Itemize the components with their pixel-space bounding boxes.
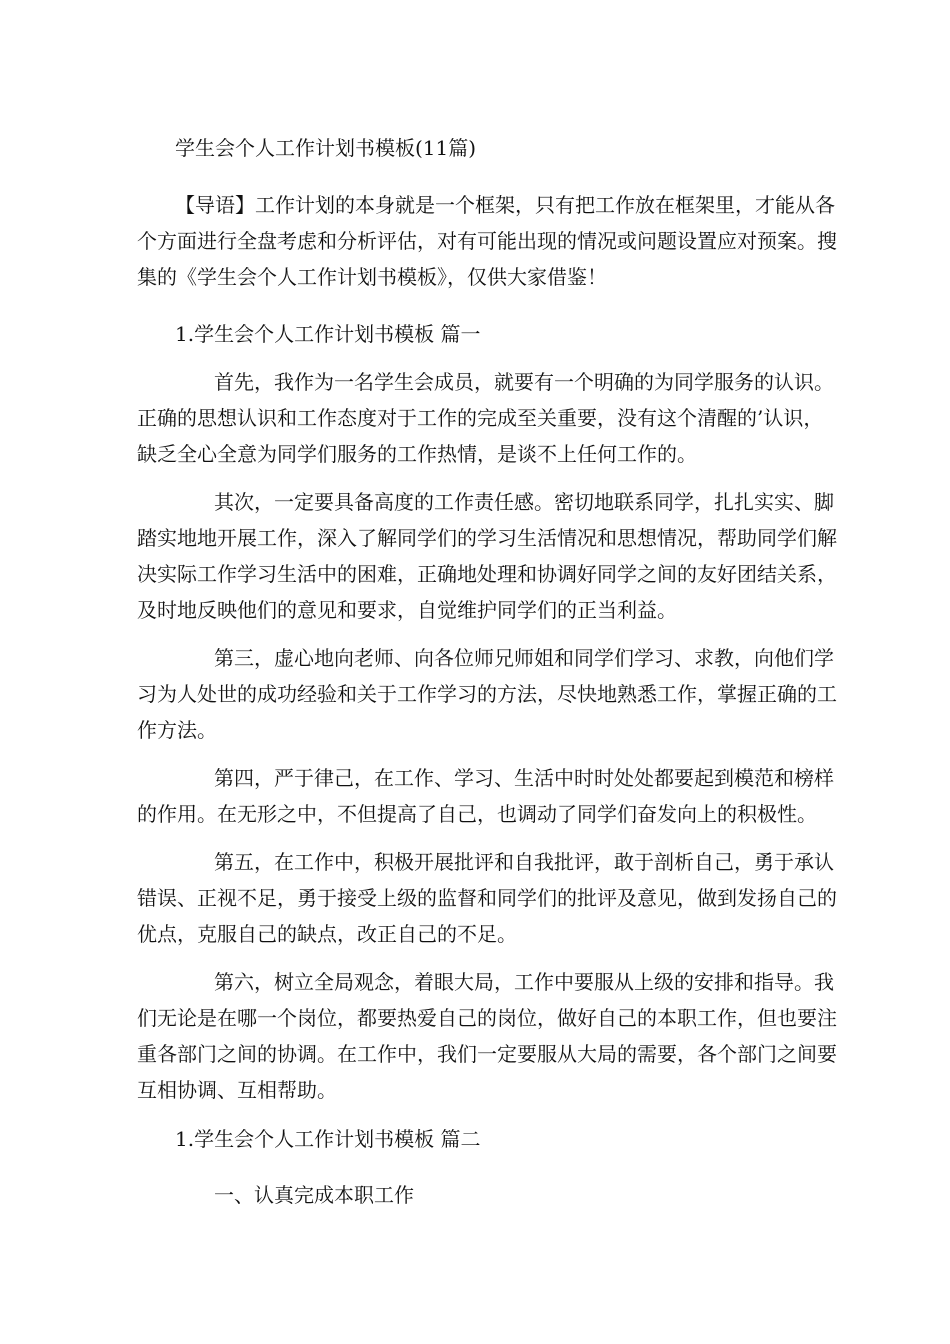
paragraph-line: 正确的思想认识和工作态度对于工作的完成至关重要，没有这个清醒的’认识， (137, 406, 824, 430)
paragraph-line: 错误、正视不足，勇于接受上级的监督和同学们的批评及意见，做到发扬自己的 (137, 886, 837, 910)
paragraph-line: 第三，虚心地向老师、向各位师兄师姐和同学们学习、求教，向他们学 (214, 646, 834, 670)
subheading: 一、认真完成本职工作 (214, 1183, 414, 1207)
paragraph-line: 缺乏全心全意为同学们服务的工作热情，是谈不上任何工作的。 (137, 442, 697, 466)
paragraph-line: 互相协调、互相帮助。 (137, 1078, 337, 1102)
paragraph-line: 习为人处世的成功经验和关于工作学习的方法，尽快地熟悉工作，掌握正确的工 (137, 682, 837, 706)
paragraph-line: 踏实地地开展工作，深入了解同学们的学习生活情况和思想情况，帮助同学们解 (137, 526, 837, 550)
paragraph-line: 决实际工作学习生活中的困难，正确地处理和协调好同学之间的友好团结关系， (137, 562, 837, 586)
paragraph-line: 优点，克服自己的缺点，改正自己的不足。 (137, 922, 517, 946)
paragraph-line: 重各部门之间的协调。在工作中，我们一定要服从大局的需要，各个部门之间要 (137, 1042, 837, 1066)
paragraph-line: 的作用。在无形之中，不但提高了自己，也调动了同学们奋发向上的积极性。 (137, 802, 817, 826)
paragraph-line: 及时地反映他们的意见和要求，自觉维护同学们的正当利益。 (137, 598, 677, 622)
section-heading-2: 1.学生会个人工作计划书模板 篇二 (175, 1127, 481, 1151)
paragraph-line: 第六，树立全局观念，着眼大局，工作中要服从上级的安排和指导。我 (214, 970, 834, 994)
section-heading-1: 1.学生会个人工作计划书模板 篇一 (175, 322, 481, 346)
paragraph-line: 第四，严于律己，在工作、学习、生活中时时处处都要起到模范和榜样 (214, 766, 834, 790)
intro-line: 集的《学生会个人工作计划书模板》，仅供大家借鉴！ (137, 265, 607, 289)
intro-line: 个方面进行全盘考虑和分析评估，对有可能出现的情况或问题设置应对预案。搜 (137, 229, 837, 253)
paragraph-line: 作方法。 (137, 718, 217, 742)
paragraph-line: 们无论是在哪一个岗位，都要热爱自己的岗位，做好自己的本职工作，但也要注 (137, 1006, 837, 1030)
paragraph-line: 首先，我作为一名学生会成员，就要有一个明确的为同学服务的认识。 (214, 370, 834, 394)
document-title: 学生会个人工作计划书模板(11篇) (175, 136, 477, 160)
paragraph-line: 其次，一定要具备高度的工作责任感。密切地联系同学，扎扎实实、脚 (214, 490, 834, 514)
intro-line: 【导语】工作计划的本身就是一个框架，只有把工作放在框架里，才能从各 (175, 193, 835, 217)
paragraph-line: 第五，在工作中，积极开展批评和自我批评，敢于剖析自己，勇于承认 (214, 850, 834, 874)
